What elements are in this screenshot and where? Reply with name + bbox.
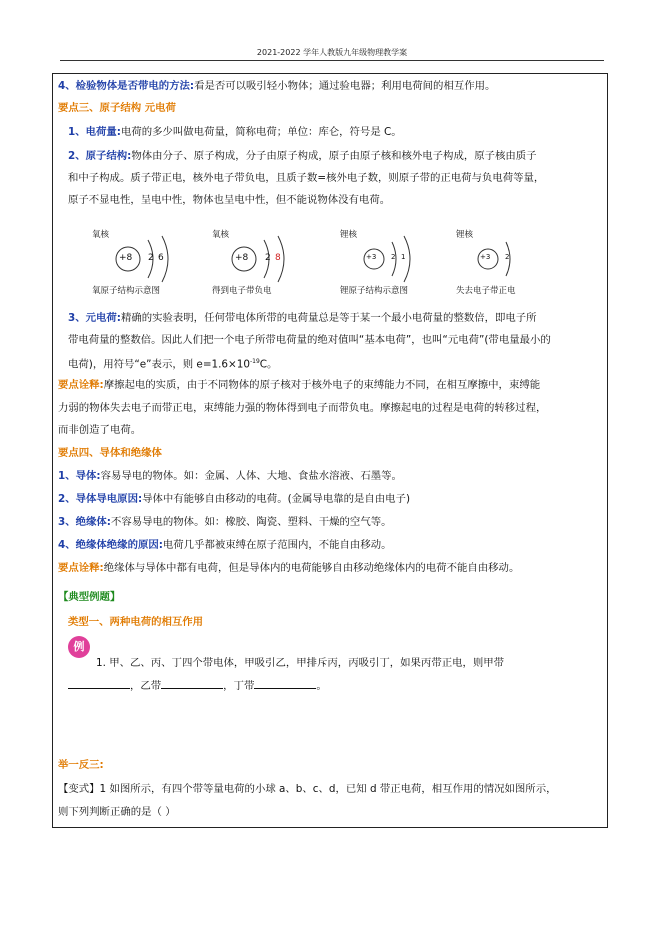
text-note-2: 绝缘体与导体中都有电荷，但是导体内的电荷能够自由移动绝缘体内的电荷不能自由移动。 [103, 562, 520, 574]
label-test-method: 4、检验物体是否带电的方法: [58, 80, 195, 92]
diagram-lithium-atom [336, 224, 456, 302]
answer-blank-yi[interactable] [161, 678, 223, 689]
answer-blank-ding[interactable] [254, 678, 316, 689]
line-conduction-reason [58, 492, 410, 506]
label-note-2: 要点诠释: [58, 562, 104, 574]
oxygen-ion-icon [208, 224, 318, 284]
diagram-caption: 锂原子结构示意图 [340, 286, 409, 296]
line-test-method [58, 79, 495, 93]
text-elementary-charge: 精确的实验表明，任何带电体所带的电荷量总是等于某一个最小电荷量的整数倍，即电子所 [120, 312, 537, 324]
diagram-title: 氧核 [92, 230, 110, 240]
page-header: 2021-2022 学年人教版九年级物理教学案 [256, 48, 408, 57]
label-charge-amount: 1、电荷量: [68, 126, 121, 138]
text-note-1: 摩擦起电的实质，由于不同物体的原子核对于核外电子的束缚能力不同，在相互摩擦中，束缚能 [103, 379, 541, 391]
section-3-title: 要点三、原子结构 元电荷 [58, 102, 176, 114]
diagram-lithium-ion [452, 224, 572, 302]
examples-title: 【典型例题】 [58, 591, 121, 603]
nucleus-label: +3 [366, 253, 377, 261]
label-elementary-charge: 3、元电荷: [68, 312, 121, 324]
text-conductor: 容易导电的物体。如：金属、人体、大地、食盐水溶液、石墨等。 [100, 470, 402, 482]
label-note-1: 要点诠释: [58, 379, 104, 391]
line-note-2 [58, 561, 519, 575]
text-insulation-reason: 电荷几乎都被束缚在原子范围内，不能自由移动。 [162, 539, 392, 551]
line-insulation-reason [58, 538, 392, 552]
text-end: 。 [316, 680, 327, 692]
nucleus-label: +8 [119, 253, 133, 263]
diagram-title: 氧核 [212, 230, 230, 240]
text-insulator: 不容易导电的物体。如：橡胶、陶瓷、塑料、干燥的空气等。 [110, 516, 392, 528]
text-atom-structure: 物体由分子、原子构成，分子由原子构成，原子由原子核和核外电子构成，原子核由质子 [131, 150, 537, 162]
line-charge-amount [68, 125, 402, 139]
line-insulator [58, 515, 392, 529]
diagram-title: 锂核 [340, 230, 358, 240]
example-badge: 例 [68, 636, 90, 658]
answer-blank-jia[interactable] [68, 678, 130, 689]
header-divider [60, 60, 604, 61]
line-elementary-charge-2: 带电荷量的整数倍。因此人们把一个电子所带电荷量的绝对值叫“基本电荷”，也叫“元电荷”(带电量最小的 [68, 334, 551, 346]
line-atom-structure-1 [68, 149, 537, 163]
text-yi: ，乙带 [130, 680, 162, 692]
diagram-caption: 氧原子结构示意图 [92, 286, 161, 296]
question-1-line-2 [68, 678, 327, 693]
line-atom-structure-2: 和中子构成。质子带正电，核外电子带负电，且质子数=核外电子数，则原子带的正电荷与负电荷等量， [68, 172, 545, 184]
shell-1-label: 2 [148, 253, 154, 263]
line-elementary-charge-3 [68, 355, 277, 371]
shell-1-label: 2 [265, 253, 271, 263]
text-e-exponent: -19 [249, 358, 260, 365]
line-note-1-3: 而非创造了电荷。 [58, 424, 142, 436]
nucleus-label: +3 [480, 253, 491, 261]
variant-line-1: 【变式】1 如图所示，有四个带等量电荷的小球 a、b、c、d，已知 d 带正电荷，相互作用的情况如图所示， [58, 783, 557, 795]
diagram-caption: 得到电子带负电 [212, 286, 272, 296]
nucleus-label: +8 [235, 253, 249, 263]
question-1-line-1: 1. 甲、乙、丙、丁四个带电体，甲吸引乙，甲排斥丙，丙吸引丁，如果丙带正电，则甲带 [96, 657, 505, 669]
shell-1-label: 2 [505, 253, 510, 261]
text-e-value: 电荷)，用符号“e”表示，则 e=1.6×10 [68, 358, 250, 371]
shell-2-label: 8 [275, 253, 281, 263]
section-4-title: 要点四、导体和绝缘体 [58, 447, 162, 459]
shell-2-label: 6 [158, 253, 164, 263]
oxygen-atom-icon [88, 224, 198, 284]
diagram-oxygen-ion [208, 224, 328, 302]
shell-1-label: 2 [391, 253, 396, 261]
text-charge-amount: 电荷的多少叫做电荷量，简称电荷；单位：库仑，符号是 C。 [120, 126, 402, 138]
atom-diagrams [88, 224, 568, 304]
line-atom-structure-3: 原子不显电性，呈电中性，物体也呈电中性，但不能说物体没有电荷。 [68, 194, 391, 206]
variant-line-2: 则下列判断正确的是（ ） [58, 806, 176, 818]
label-atom-structure: 2、原子结构: [68, 150, 132, 162]
text-ding: ，丁带 [223, 680, 255, 692]
label-conduction-reason: 2、导体导电原因: [58, 493, 143, 505]
diagram-caption: 失去电子带正电 [456, 286, 516, 296]
practice-title: 举一反三: [58, 759, 104, 771]
type-1-title: 类型一、两种电荷的相互作用 [68, 616, 204, 628]
line-note-1 [58, 378, 540, 392]
text-e-unit: C。 [259, 358, 278, 371]
label-insulation-reason: 4、绝缘体绝缘的原因: [58, 539, 163, 551]
line-conductor [58, 469, 402, 483]
line-elementary-charge-1 [68, 311, 537, 325]
label-insulator: 3、绝缘体: [58, 516, 111, 528]
line-note-1-2: 力弱的物体失去电子而带正电，束缚能力强的物体得到电子而带负电。摩擦起电的过程是电荷的转移过程， [58, 402, 547, 414]
label-conductor: 1、导体: [58, 470, 101, 482]
text-test-method: 看是否可以吸引轻小物体；通过验电器；利用电荷间的相互作用。 [194, 80, 496, 92]
text-conduction-reason: 导体中有能够自由移动的电荷。(金属导电靠的是自由电子) [142, 493, 410, 505]
shell-2-label: 1 [401, 253, 406, 261]
diagram-title: 锂核 [456, 230, 474, 240]
diagram-oxygen-atom [88, 224, 208, 302]
